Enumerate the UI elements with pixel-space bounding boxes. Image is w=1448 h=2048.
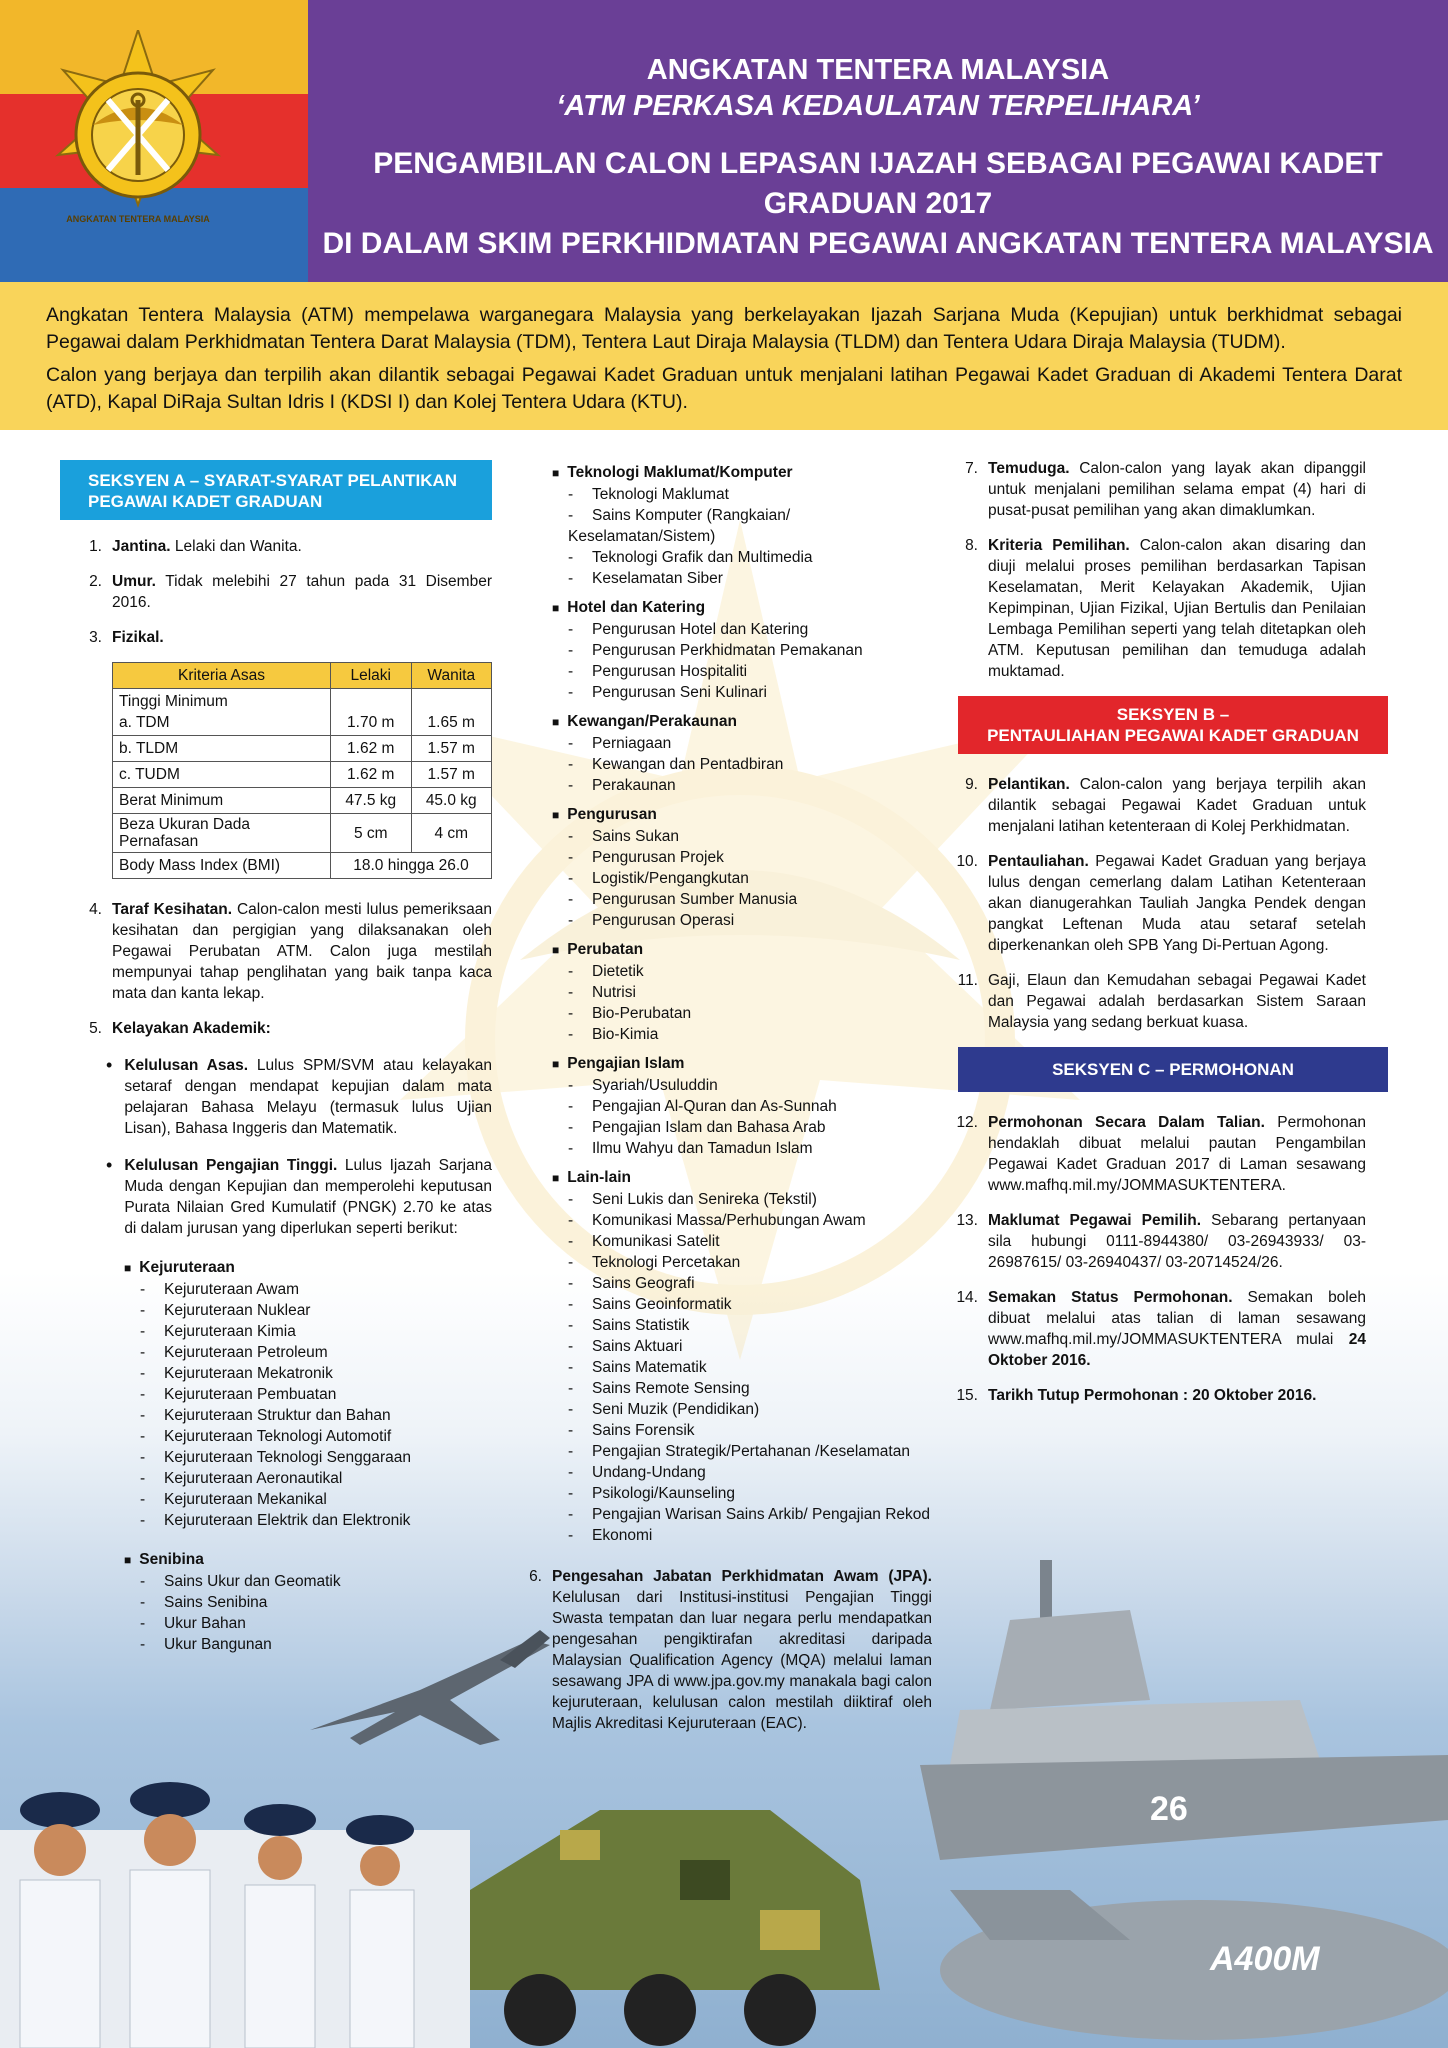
list-item: - Sains Geografi	[568, 1273, 932, 1294]
item-number: 7.	[965, 460, 978, 477]
field-group-list	[552, 1075, 932, 1159]
list-item: - Sains Ukur dan Geomatik	[140, 1571, 492, 1592]
item-number: 13.	[956, 1212, 978, 1229]
field-group-title: ■ Teknologi Maklumat/Komputer	[552, 462, 932, 484]
item-date: 24 Oktober 2016.	[988, 1331, 1366, 1369]
item-heading: Semakan Status Permohonan.	[988, 1289, 1233, 1306]
list-item: - Keselamatan Siber	[568, 568, 932, 589]
list-item: - Syariah/Usuluddin	[568, 1075, 932, 1096]
bullet-item: • Kelulusan Asas. Lulus SPM/SVM atau kelayakan setaraf dengan mendapat kepujian dalam mata pelajaran Bahasa Melayu (termasuk lulus Ujian Lisan), Bahasa Inggeris dan Matematik.	[106, 1055, 492, 1137]
item-number: 10.	[956, 853, 978, 870]
list-item: - Bio-Kimia	[568, 1024, 932, 1045]
section-c-header: SEKSYEN C – PERMOHONAN	[958, 1047, 1388, 1092]
intro-band	[0, 282, 1448, 430]
list-item: - Kejuruteraan Mekanikal	[140, 1489, 492, 1510]
list-item	[952, 458, 1366, 521]
item-text: Permohonan hendaklah dibuat melalui pautan Pengambilan Pegawai Kadet Graduan 2017 di Laman sesawang www.mafhq.mil.my/JOMMASUKTENTERA.	[988, 1114, 1366, 1194]
item-text: Sebarang pertanyaan sila hubungi 0111-8944380/ 03-26943933/ 03-26987615/ 03-26940437/ 03-20714524/26.	[988, 1212, 1366, 1271]
column-a	[60, 460, 492, 1655]
page-title	[308, 144, 1448, 264]
table-row	[113, 762, 492, 788]
org-name: ANGKATAN TENTERA MALAYSIA	[646, 54, 1110, 86]
table-cell: Beza Ukuran Dada Pernafasan	[113, 814, 331, 853]
table-cell: 1.62 m	[331, 762, 412, 788]
list-item	[76, 899, 492, 1004]
table-cell: 47.5 kg	[331, 788, 412, 814]
list-item	[516, 1566, 932, 1734]
table-cell: 1.57 m	[411, 762, 492, 788]
field-group-title: ■ Kewangan/Perakaunan	[552, 711, 932, 733]
list-item: - Undang-Undang	[568, 1462, 932, 1483]
section-b-title-line2: PENTAULIAHAN PEGAWAI KADET GRADUAN	[987, 726, 1359, 745]
table-row	[113, 736, 492, 762]
transport-aircraft-icon	[870, 1830, 1448, 2048]
field-group-list	[124, 1279, 492, 1531]
list-item: - Sains Remote Sensing	[568, 1378, 932, 1399]
list-item	[76, 571, 492, 613]
item-number: 9.	[965, 776, 978, 793]
section-b-title-line1: SEKSYEN B –	[1116, 705, 1230, 724]
armored-vehicle-icon	[440, 1770, 900, 2048]
field-group-title: ■ Kejuruteraan	[124, 1257, 492, 1279]
item-number: 6.	[529, 1568, 542, 1585]
list-item	[76, 536, 492, 557]
item-text: Calon-calon akan disaring dan diuji melalui proses pemilihan berdasarkan Tapisan Keselamatan, Merit Kelayakan Akademik, Ujian Kepimpinan, Ujian Fizikal, Ujian Bertulis dan Penilaian Lembaga Pemilihan seperti yang telah ditetapkan oleh ATM. Keputusan pemilihan dan temuduga adalah muktamad.	[988, 537, 1366, 680]
table-cell: 45.0 kg	[411, 788, 492, 814]
atm-emblem-icon	[38, 30, 238, 240]
fighter-jet-icon	[300, 1620, 560, 1760]
list-item	[952, 535, 1366, 682]
item-text: Calon-calon yang berjaya terpilih akan dilantik sebagai Pegawai Kadet Graduan untuk menjalani latihan ketenteraan di Kolej Perkhidmatan.	[988, 776, 1366, 835]
list-item: - Pengajian Islam dan Bahasa Arab	[568, 1117, 932, 1138]
list-item: - Teknologi Grafik dan Multimedia	[568, 547, 932, 568]
list-item: - Pengurusan Perkhidmatan Pemakanan	[568, 640, 932, 661]
list-item: - Bio-Perubatan	[568, 1003, 932, 1024]
list-item: - Pengajian Strategik/Pertahanan /Keselamatan	[568, 1441, 932, 1462]
ship-number: 26	[1150, 1790, 1188, 1828]
list-item: - Kejuruteraan Kimia	[140, 1321, 492, 1342]
item-heading: Kriteria Pemilihan.	[988, 537, 1130, 554]
item-heading: Maklumat Pegawai Pemilih.	[988, 1212, 1202, 1229]
column-b	[529, 462, 932, 1734]
bullet-heading: Kelulusan Pengajian Tinggi.	[124, 1157, 338, 1174]
list-item: - Kejuruteraan Aeronautikal	[140, 1468, 492, 1489]
list-item: - Sains Statistik	[568, 1315, 932, 1336]
list-item: - Kejuruteraan Struktur dan Bahan	[140, 1405, 492, 1426]
list-item: - Kejuruteraan Petroleum	[140, 1342, 492, 1363]
list-item	[952, 970, 1366, 1033]
page-title-line2: DI DALAM SKIM PERKHIDMATAN PEGAWAI ANGKATAN TENTERA MALAYSIA	[322, 227, 1434, 260]
item-text: Calon-calon yang layak akan dipanggil untuk menjalani pemilihan selama empat (4) hari di pusat-pusat pemilihan yang akan dimaklumkan.	[988, 460, 1366, 519]
list-item: - Kejuruteraan Elektrik dan Elektronik	[140, 1510, 492, 1531]
table-cell: 1.65 m	[411, 689, 492, 736]
list-item	[952, 1385, 1366, 1406]
bullet-text: Lulus Ijazah Sarjana Muda dengan Kepujian dan memperolehi keputusan Purata Nilaian Gred Kumulatif (PNGK) 2.70 ke atas di dalam jurusan yang diperlukan seperti berikut:	[124, 1157, 492, 1237]
item-heading: Permohonan Secara Dalam Talian.	[988, 1114, 1265, 1131]
cadets-parade-icon	[0, 1740, 470, 2048]
list-item: - Kewangan dan Pentadbiran	[568, 754, 932, 775]
header-banner	[0, 0, 1448, 282]
list-item: - Pengurusan Operasi	[568, 910, 932, 931]
aircraft-label: A400M	[1210, 1940, 1320, 1978]
field-group-title: ■ Pengurusan	[552, 804, 932, 826]
intro-paragraph-2: Calon yang berjaya dan terpilih akan dilantik sebagai Pegawai Kadet Graduan untuk menjalani latihan Pegawai Kadet Graduan di Akademi Tentera Darat (ATD), Kapal DiRaja Sultan Idris I (KDSI I) dan Kolej Tentera Udara (KTU).	[46, 364, 1402, 413]
table-header: Lelaki	[331, 663, 412, 689]
list-item: - Ilmu Wahyu dan Tamadun Islam	[568, 1138, 932, 1159]
item-number: 3.	[89, 629, 102, 646]
item-heading: Pelantikan.	[988, 776, 1070, 793]
item-number: 14.	[956, 1289, 978, 1306]
page-title-line1: PENGAMBILAN CALON LEPASAN IJAZAH SEBAGAI PEGAWAI KADET GRADUAN 2017	[373, 147, 1383, 220]
field-group-title: ■ Senibina	[124, 1549, 492, 1571]
table-cell: 4 cm	[411, 814, 492, 853]
field-group-title: ■ Hotel dan Katering	[552, 597, 932, 619]
column-c	[952, 458, 1366, 1420]
header-titles	[308, 52, 1448, 264]
list-item: - Ekonomi	[568, 1525, 932, 1546]
table-row	[113, 814, 492, 853]
item-heading: Jantina.	[112, 538, 171, 555]
item-number: 8.	[965, 537, 978, 554]
list-item: - Pengurusan Hospitaliti	[568, 661, 932, 682]
list-item: - Kejuruteraan Awam	[140, 1279, 492, 1300]
list-item	[952, 774, 1366, 837]
table-header: Kriteria Asas	[113, 663, 331, 689]
list-item: - Pengajian Al-Quran dan As-Sunnah	[568, 1096, 932, 1117]
list-item: - Perakaunan	[568, 775, 932, 796]
item-heading: Taraf Kesihatan.	[112, 901, 233, 918]
list-item	[952, 1112, 1366, 1196]
table-row	[113, 788, 492, 814]
item-heading: Umur.	[112, 573, 156, 590]
field-group-list	[552, 1189, 932, 1546]
field-groups	[552, 462, 932, 1546]
table-cell-text: a. TDM	[119, 714, 170, 731]
list-item: - Sains Matematik	[568, 1357, 932, 1378]
field-group-list	[552, 733, 932, 796]
field-group-list	[552, 826, 932, 931]
list-item: - Sains Aktuari	[568, 1336, 932, 1357]
bullet-item: • Kelulusan Pengajian Tinggi. Lulus Ijazah Sarjana Muda dengan Kepujian dan memperolehi keputusan Purata Nilaian Gred Kumulatif (PNGK) 2.70 ke atas di dalam jurusan yang diperlukan seperti berikut:	[106, 1155, 492, 1237]
table-cell: c. TUDM	[113, 762, 331, 788]
item-number: 15.	[956, 1387, 978, 1404]
list-item: - Pengurusan Seni Kulinari	[568, 682, 932, 703]
table-header: Wanita	[411, 663, 492, 689]
list-item: - Sains Forensik	[568, 1420, 932, 1441]
list-item: - Kejuruteraan Teknologi Senggaraan	[140, 1447, 492, 1468]
item-number: 12.	[956, 1114, 978, 1131]
list-item: - Ukur Bahan	[140, 1613, 492, 1634]
table-cell: b. TLDM	[113, 736, 331, 762]
field-group-list	[552, 961, 932, 1045]
table-cell: 18.0 hingga 26.0	[331, 853, 492, 879]
list-item: - Sains Senibina	[140, 1592, 492, 1613]
item-heading: Pentauliahan.	[988, 853, 1089, 870]
field-group-list	[552, 484, 932, 589]
list-item: - Kejuruteraan Teknologi Automotif	[140, 1426, 492, 1447]
table-row	[113, 689, 492, 736]
list-item: - Kejuruteraan Pembuatan	[140, 1384, 492, 1405]
list-item: - Kejuruteraan Nuklear	[140, 1300, 492, 1321]
list-item: - Komunikasi Satelit	[568, 1231, 932, 1252]
list-item: - Komunikasi Massa/Perhubungan Awam	[568, 1210, 932, 1231]
list-item: - Perniagaan	[568, 733, 932, 754]
org-motto: ‘ATM PERKASA KEDAULATAN TERPELIHARA’	[556, 90, 1200, 122]
item-number: 4.	[89, 901, 102, 918]
list-item: - Pengajian Warisan Sains Arkib/ Pengajian Rekod	[568, 1504, 932, 1525]
list-item: - Logistik/Pengangkutan	[568, 868, 932, 889]
list-item: - Seni Lukis dan Senireka (Tekstil)	[568, 1189, 932, 1210]
table-cell: 1.57 m	[411, 736, 492, 762]
list-item: - Kejuruteraan Mekatronik	[140, 1363, 492, 1384]
physical-criteria-table	[112, 662, 492, 879]
item-text: Lelaki dan Wanita.	[170, 538, 302, 555]
item-text: Tidak melebihi 27 tahun pada 31 Disember 2016.	[112, 573, 492, 611]
list-item: - Dietetik	[568, 961, 932, 982]
intro-paragraph-1: Angkatan Tentera Malaysia (ATM) mempelawa warganegara Malaysia yang berkelayakan Ijazah Sarjana Muda (Kepujian) untuk berkhidmat sebagai Pegawai dalam Perkhidmatan Tentera Darat Malaysia (TDM), Tentera Laut Diraja Malaysia (TLDM) dan Tentera Udara Diraja Malaysia (TUDM).	[46, 304, 1402, 353]
list-item	[952, 1287, 1366, 1371]
field-group-list	[552, 619, 932, 703]
item-text: Pegawai Kadet Graduan yang berjaya lulus dengan cemerlang dalam Latihan Ketenteraan akan dianugerahkan Tauliah Jangka Pendek dengan pangkat Leftenan Muda atau setaraf setelah diperkenankan oleh SPB Yang Di-Pertuan Agong.	[988, 853, 1366, 954]
list-item: - Pengurusan Projek	[568, 847, 932, 868]
list-item: - Sains Sukan	[568, 826, 932, 847]
item-number: 5.	[89, 1020, 102, 1037]
list-item: - Ukur Bangunan	[140, 1634, 492, 1655]
table-cell-text: Tinggi Minimum	[119, 693, 228, 710]
item-heading: Kelayakan Akademik:	[112, 1020, 271, 1037]
section-a-title-line1: SEKSYEN A – SYARAT-SYARAT PELANTIKAN	[88, 471, 458, 490]
table-cell: Berat Minimum	[113, 788, 331, 814]
table-cell: 1.70 m	[331, 689, 412, 736]
table-cell: 5 cm	[331, 814, 412, 853]
bullet-text: Lulus SPM/SVM atau kelayakan setaraf dengan mendapat kepujian dalam mata pelajaran Bahasa Melayu (termasuk lulus Ujian Lisan), Bahasa Inggeris dan Matematik.	[124, 1057, 492, 1137]
emblem-caption: ANGKATAN TENTERA MALAYSIA	[66, 214, 210, 224]
list-item	[952, 1210, 1366, 1273]
table-cell: 1.62 m	[331, 736, 412, 762]
item-number: 1.	[89, 538, 102, 555]
list-item: - Pengurusan Sumber Manusia	[568, 889, 932, 910]
list-item: - Pengurusan Hotel dan Katering	[568, 619, 932, 640]
field-group-title: ■ Pengajian Islam	[552, 1053, 932, 1075]
item-heading: Tarikh Tutup Permohonan : 20 Oktober 2016.	[988, 1387, 1317, 1404]
list-item	[76, 627, 492, 648]
list-item: - Teknologi Percetakan	[568, 1252, 932, 1273]
table-cell	[113, 689, 331, 736]
list-item: - Sains Geoinformatik	[568, 1294, 932, 1315]
list-item: - Nutrisi	[568, 982, 932, 1003]
item-text: Kelulusan dari Institusi-institusi Pengajian Tinggi Swasta tempatan dan luar negara perlu mendapatkan pengesahan pengiktirafan akreditasi daripada Malaysian Qualification Agency (MQA) melalui laman sesawang JPA di www.jpa.gov.my manakala bagi calon kejuruteraan, kelulusan calon mestilah diiktiraf oleh Majlis Akreditasi Kejuruteraan (EAC).	[552, 1589, 932, 1732]
list-item: - Sains Komputer (Rangkaian/ Keselamatan/Sistem)	[568, 505, 932, 547]
list-item: - Psikologi/Kaunseling	[568, 1483, 932, 1504]
field-group-title: ■ Perubatan	[552, 939, 932, 961]
item-number: 11.	[957, 972, 978, 989]
item-heading: Pengesahan Jabatan Perkhidmatan Awam (JPA).	[552, 1568, 932, 1585]
item-heading: Fizikal.	[112, 629, 164, 646]
section-b-header	[958, 696, 1388, 754]
list-item: - Teknologi Maklumat	[568, 484, 932, 505]
list-item	[76, 1018, 492, 1039]
table-header-row	[113, 663, 492, 689]
list-item	[952, 851, 1366, 956]
item-number: 2.	[89, 573, 102, 590]
item-text: Calon-calon mesti lulus pemeriksaan kesihatan dan pergigian yang dilaksanakan oleh Pegawai Perubatan ATM. Calon juga mestilah mempunyai tahap penglihatan yang baik tanpa kaca mata dan kanta lekap.	[112, 901, 492, 1002]
bullet-heading: Kelulusan Asas.	[124, 1057, 249, 1074]
list-item: - Seni Muzik (Pendidikan)	[568, 1399, 932, 1420]
item-text: Gaji, Elaun dan Kemudahan sebagai Pegawai Kadet dan Pegawai adalah berdasarkan Sistem Saraan Malaysia yang sedang berkuat kuasa.	[988, 972, 1366, 1031]
table-row	[113, 853, 492, 879]
item-text: Semakan boleh dibuat melalui atas talian di laman sesawang www.mafhq.mil.my/JOMMASUKTENTERA mulai	[988, 1289, 1366, 1348]
item-heading: Temuduga.	[988, 460, 1070, 477]
field-group-title: ■ Lain-lain	[552, 1167, 932, 1189]
table-cell: Body Mass Index (BMI)	[113, 853, 331, 879]
section-a-title-line2: PEGAWAI KADET GRADUAN	[88, 492, 323, 511]
section-a-header	[60, 460, 492, 520]
